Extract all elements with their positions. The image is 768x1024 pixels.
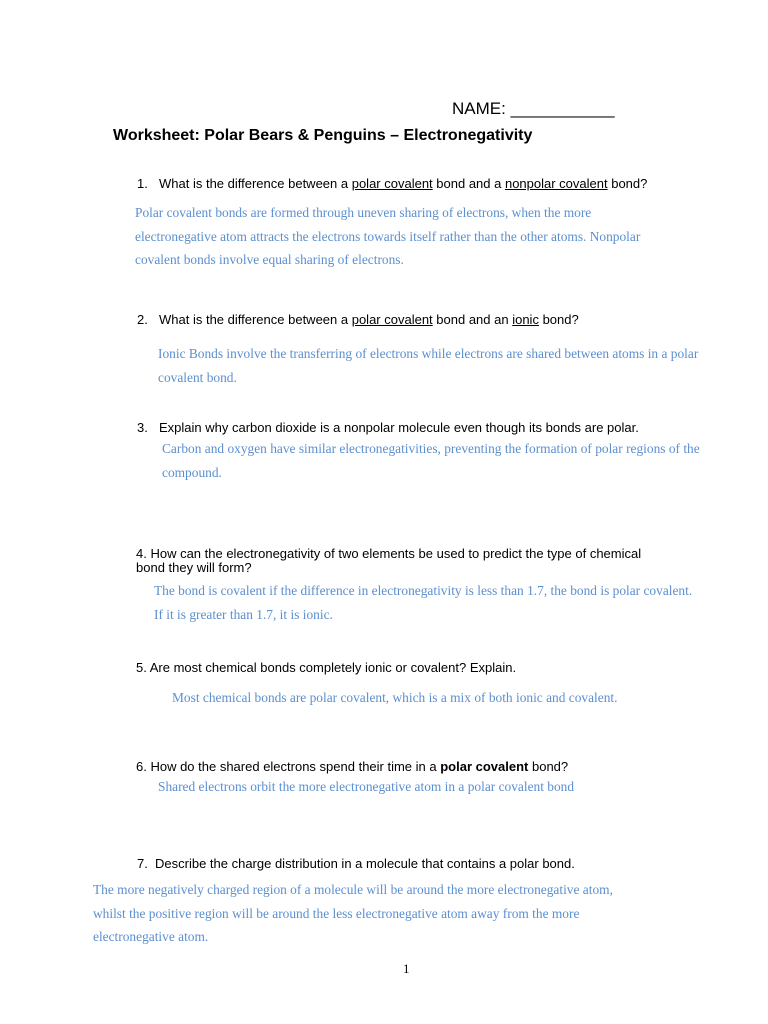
answer-7 — [93, 878, 613, 949]
answer-3 — [162, 437, 700, 484]
question-6: 6. How do the shared electrons spend their time in a polar covalent bond? — [136, 759, 569, 774]
answer-line: covalent bonds involve equal sharing of electrons. — [135, 252, 404, 267]
answer-line: electronegative atom attracts the electrons towards itself rather than the other atoms. Nonpolar — [135, 228, 641, 244]
question-number: 7. — [137, 856, 148, 871]
question-number: 2. — [137, 312, 148, 327]
question-4: 4. How can the electronegativity of two elements be used to predict the type of chemical bond they will form? — [136, 546, 642, 575]
term-nonpolar-covalent: nonpolar covalent — [504, 176, 608, 191]
answer-6: Shared electrons orbit the more electronegative atom in a polar covalent bond — [158, 779, 575, 794]
question-2: 2. What is the difference between a polar covalent bond and an ionic bond? — [137, 312, 579, 327]
question-number: 1. — [137, 176, 148, 191]
answer-line: Polar covalent bonds are formed through uneven sharing of electrons, when the more — [135, 205, 592, 220]
worksheet-title: Worksheet: Polar Bears & Penguins – Electronegativity — [113, 127, 533, 144]
answer-line: compound. — [162, 464, 222, 480]
answer-1 — [135, 201, 640, 272]
term-polar-covalent: polar covalent — [351, 312, 433, 327]
term-polar-covalent: polar covalent — [351, 176, 433, 191]
question-7: 7. Describe the charge distribution in a molecule that contains a polar bond. — [137, 856, 575, 871]
answer-line: whilst the positive region will be around the less electronegative atom away from the more — [93, 905, 580, 921]
answer-line: covalent bond. — [158, 369, 237, 385]
question-1: 1. What is the difference between a polar covalent bond and a nonpolar covalent bond? — [137, 176, 648, 191]
answer-line: Carbon and oxygen have similar electronegativities, preventing the formation of polar regions of the — [162, 441, 700, 456]
name-field — [452, 99, 615, 119]
page-number: 1 — [403, 961, 410, 976]
answer-line: If it is greater than 1.7, it is ionic. — [154, 606, 333, 622]
answer-line: The bond is covalent if the difference in electronegativity is less than 1.7, the bond is polar covalent. — [154, 583, 693, 598]
answer-line: Ionic Bonds involve the transferring of electrons while electrons are shared between atoms in a polar — [158, 346, 699, 361]
term-polar-covalent: polar covalent — [440, 759, 529, 774]
question-5: 5. Are most chemical bonds completely ionic or covalent? Explain. — [136, 660, 517, 675]
answer-4 — [154, 579, 692, 626]
question-3: 3. Explain why carbon dioxide is a nonpolar molecule even though its bonds are polar. — [137, 420, 639, 435]
name-blank: ___________ — [510, 99, 615, 118]
term-ionic: ionic — [512, 312, 539, 327]
answer-line: electronegative atom. — [93, 929, 209, 944]
answer-2 — [158, 342, 698, 389]
name-label: NAME: — [452, 99, 506, 118]
answer-5: Most chemical bonds are polar covalent, which is a mix of both ionic and covalent. — [172, 690, 618, 705]
answer-line: The more negatively charged region of a molecule will be around the more electronegative atom, — [93, 882, 613, 897]
question-number: 3. — [137, 420, 148, 435]
